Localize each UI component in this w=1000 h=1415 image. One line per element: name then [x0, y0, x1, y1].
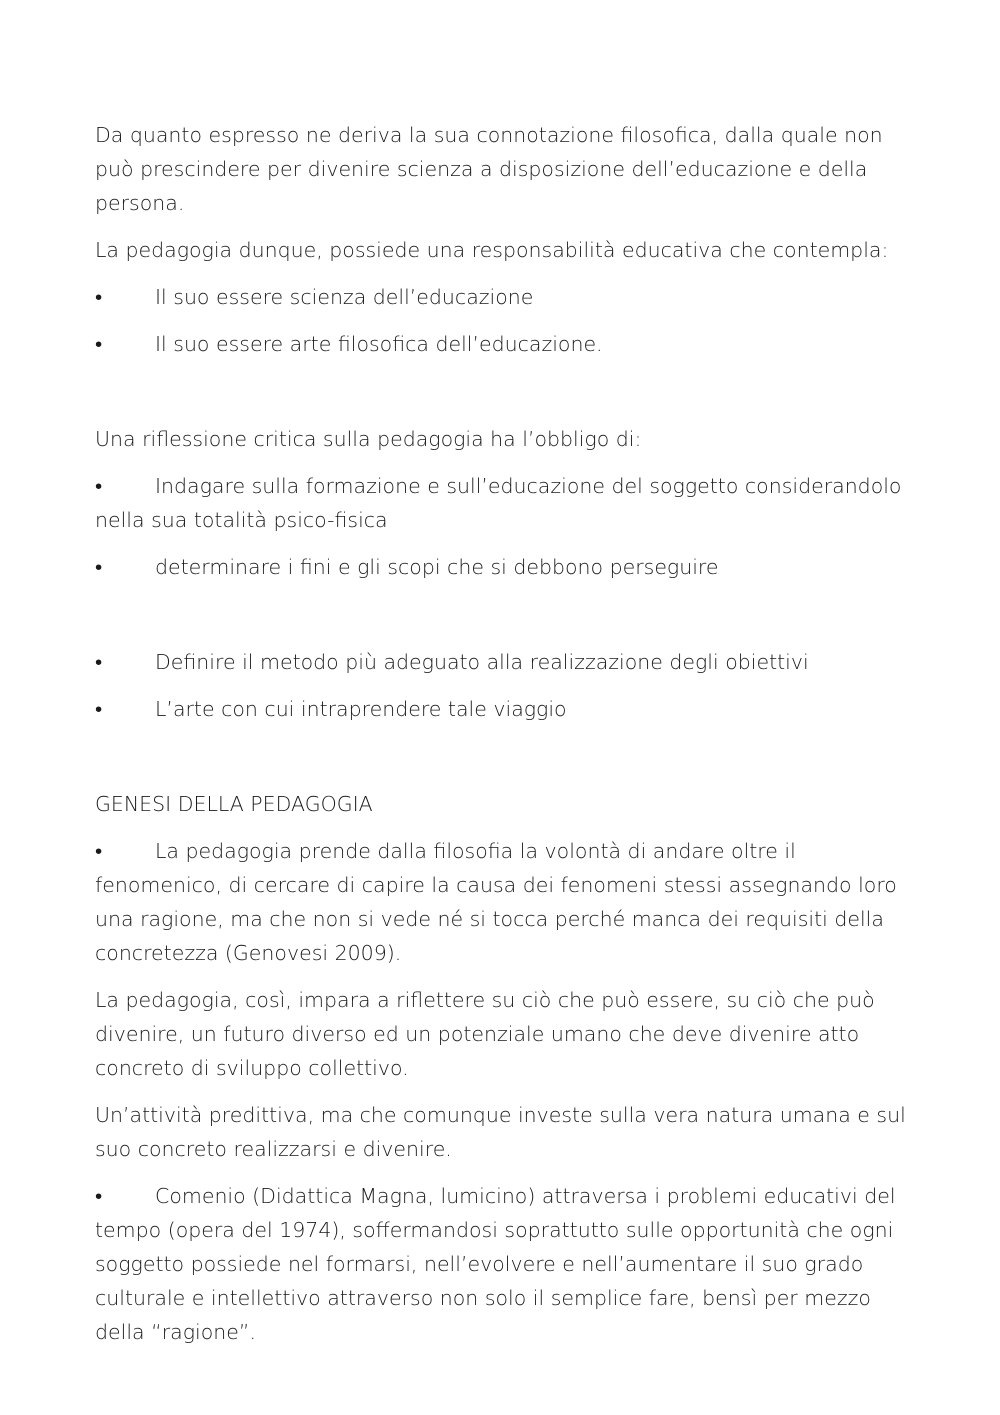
reflection-bullet-item: [95, 692, 910, 726]
genesis-paragraph-1: La pedagogia, così, impara a riflettere su ciò che può essere, su ciò che può divenire, un futuro diverso ed un potenziale umano che deve divenire atto concreto di sviluppo collettivo.: [95, 988, 875, 1080]
bullet-icon: •: [95, 285, 103, 309]
bullet-text: Definire il metodo più adeguato alla realizzazione degli obiettivi: [155, 650, 809, 674]
intro-bullet-item: [95, 327, 910, 361]
reflection-bullet-item: [95, 550, 910, 584]
blank-line: [95, 374, 910, 422]
intro-bullet-item: [95, 280, 910, 314]
genesis-paragraph-2: Un’attività predittiva, ma che comunque investe sulla vera natura umana e sul suo concreto realizzarsi e divenire.: [95, 1103, 906, 1161]
intro-paragraph-1: Da quanto espresso ne deriva la sua connotazione filosofica, dalla quale non può prescindere per divenire scienza a disposizione dell’educazione e della persona.: [95, 123, 883, 215]
blank-line: [95, 597, 910, 645]
bullet-text: Comenio (Didattica Magna, lumicino) attraversa i problemi educativi del tempo (opera del 1974), soffermandosi soprattutto sulle opportunità che ogni soggetto possiede nel formarsi, nell’evolvere e nell’aumentare il suo grado culturale e intellettivo attraverso non solo il semplice fare, bensì per mezzo della “ragione”.: [95, 1184, 896, 1344]
bullet-text: determinare i fini e gli scopi che si debbono perseguire: [155, 555, 719, 579]
bullet-icon: •: [95, 839, 103, 863]
reflection-lead: Una riflessione critica sulla pedagogia ha l’obbligo di:: [95, 427, 642, 451]
bullet-icon: •: [95, 650, 103, 674]
bullet-icon: •: [95, 555, 103, 579]
bullet-text: Il suo essere scienza dell’educazione: [155, 285, 534, 309]
blank-line: [95, 739, 910, 787]
genesis-bullet-item: [95, 834, 910, 970]
bullet-icon: •: [95, 332, 103, 356]
bullet-text: Il suo essere arte filosofica dell’educazione.: [155, 332, 603, 356]
reflection-bullet-item: [95, 469, 910, 537]
bullet-icon: •: [95, 1184, 103, 1208]
bullet-text: Indagare sulla formazione e sull’educazione del soggetto considerandolo nella sua totalità psico-fisica: [95, 474, 902, 532]
intro-paragraph-2: La pedagogia dunque, possiede una responsabilità educativa che contempla:: [95, 238, 889, 262]
section-heading: GENESI DELLA PEDAGOGIA: [95, 792, 373, 816]
bullet-text: La pedagogia prende dalla filosofia la volontà di andare oltre il fenomenico, di cercare di capire la causa dei fenomeni stessi assegnando loro una ragione, ma che non si vede né si tocca perché manca dei requisiti della concretezza (Genovesi 2009).: [95, 839, 897, 965]
bullet-icon: •: [95, 474, 103, 498]
document-page: [95, 118, 910, 1362]
reflection-bullet-item: [95, 645, 910, 679]
bullet-icon: •: [95, 697, 103, 721]
genesis-bullet-item: [95, 1179, 910, 1349]
bullet-text: L’arte con cui intraprendere tale viaggio: [155, 697, 567, 721]
